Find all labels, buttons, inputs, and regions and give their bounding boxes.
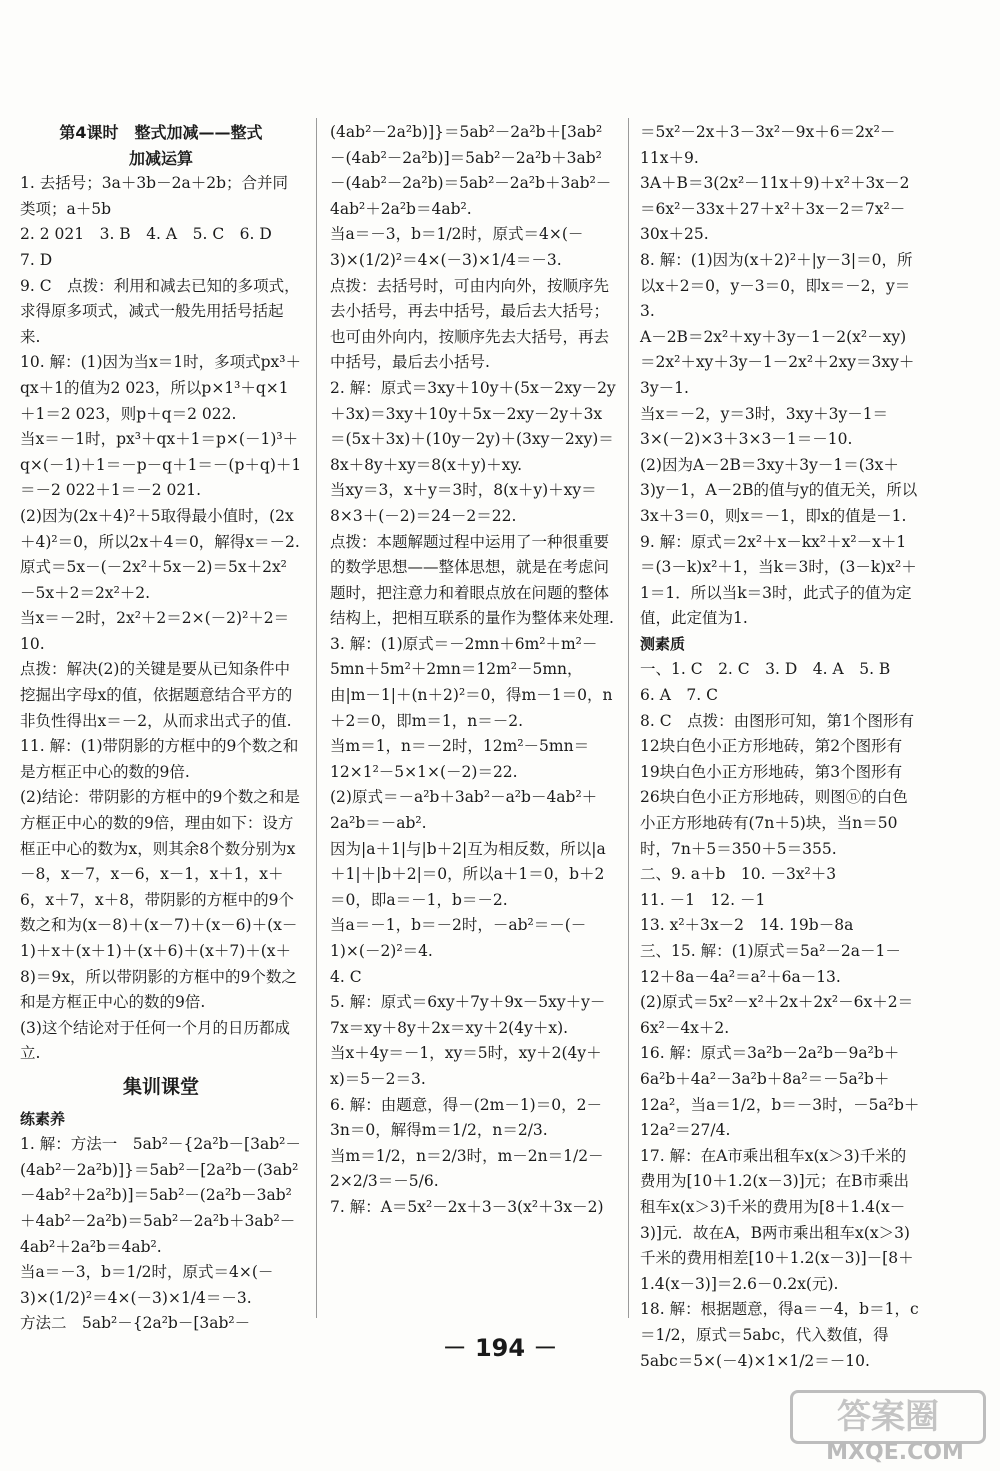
answer-line: (3)这个结论对于任何一个月的日历都成立. [20, 1018, 290, 1063]
answer-line: 2. 2 021 3. B 4. A 5. C 6. D 7. D [20, 225, 288, 269]
column-left [20, 120, 302, 1337]
column-right [640, 120, 920, 1374]
answer-line: 当x＋4y＝－1，xy＝5时，xy＋2(4y＋x)＝5－2＝3. [330, 1044, 602, 1088]
answer-line: (2)原式＝－a²b＋3ab²－a²b－4ab²＋2a²b＝－ab². [330, 788, 598, 833]
answer-line: 三、15. 解：(1)原式＝5a²－2a－1－12＋8a－4a²＝a²＋6a－13. [640, 942, 901, 986]
answer-line: 当xy＝3，x＋y＝3时，8(x＋y)＋xy＝8×3＋(－2)＝24－2＝22. [330, 481, 597, 525]
answer-line: 当m＝1/2，n＝2/3时，m－2n＝1/2－2×2/3＝－5/6. [330, 1146, 604, 1191]
answer-line: 原式＝5x－(－2x²＋5x－2)＝5x＋2x²－5x＋2＝2x²＋2. [20, 558, 287, 602]
answer-line: 当a＝－3，b＝1/2时，原式＝4×(－3)×(1/2)²＝4×(－3)×1/4＝－3. [330, 225, 584, 269]
answer-line: 9. 解：原式＝2x²＋x－kx²＋x²－x＋1＝(3－k)x²＋1，当k＝3时，(3－k)x²＋1＝1．所以当k＝3时，此式子的值为定值，此定值为1. [640, 532, 917, 628]
column-divider [628, 118, 629, 1318]
answer-line: 点拨：去括号时，可由内向外，按顺序先去小括号，再去中括号，最后去大括号；也可由外向内，按顺序先去大括号，再去中括号，最后去小括号. [330, 276, 610, 372]
answer-line: 当a＝－3，b＝1/2时，原式＝4×(－3)×(1/2)²＝4×(－3)×1/4＝－3. [20, 1263, 274, 1307]
answer-line: 1. 解：方法一 5ab²－{2a²b－[3ab²－(4ab²－2a²b)]}＝5ab²－[2a²b－(3ab²－4ab²＋2a²b)]＝5ab²－(2a²b－3ab²＋4ab²－2a²b)＝5ab²－2a²b＋3ab²－4ab²＋2a²b＝4ab². [20, 1135, 301, 1256]
answer-line: 一、1. C 2. C 3. D 4. A 5. B 6. A 7. C [640, 660, 906, 705]
column-middle [330, 120, 616, 1221]
answer-line: 11. 解：(1)带阴影的方框中的9个数之和是方框正中心的数的9倍. [20, 737, 299, 781]
answer-line: (2)因为A－2B＝3xy＋3y－1＝(3x＋3)y－1，A－2B的值与y的值无关，所以3x＋3＝0，则x＝－1，即x的值是－1. [640, 455, 918, 525]
column-divider [316, 118, 317, 1318]
answer-line: 7. 解：A＝5x²－2x＋3－3(x²＋3x－2) [330, 1197, 604, 1216]
answer-line: (4ab²－2a²b)]}＝5ab²－2a²b＋[3ab²－(4ab²－2a²b)]＝5ab²－2a²b＋3ab²－(4ab²－2a²b)＝5ab²－2a²b＋3ab²－4ab²＋2a²b＝4ab². [330, 123, 612, 218]
answer-line: (2)原式＝5x²－x²＋2x＋2x²－6x＋2＝6x²－4x＋2. [640, 993, 914, 1037]
answer-line: 当x＝－1时，px³＋qx＋1＝p×(－1)³＋q×(－1)＋1＝－p－q＋1＝－(p＋q)＋1＝－2 022＋1＝－2 021. [20, 430, 302, 500]
answer-line: 当a＝－1，b＝－2时，－ab²＝－(－1)×(－2)²＝4. [330, 916, 587, 960]
answer-line: 18. 解：根据题意，得a＝－4，b＝1，c＝1/2，原式＝5abc，代入数值，得5abc＝5×(－4)×1×1/2＝－10. [640, 1300, 919, 1370]
answer-line: 方法二 5ab²－{2a²b－[3ab²－ [20, 1314, 251, 1333]
answer-line: 6. 解：由题意，得－(2m－1)＝0，2－3n＝0，解得m＝1/2，n＝2/3. [330, 1095, 602, 1140]
answer-line: 3A＋B＝3(2x²－11x＋9)＋x²＋3x－2＝6x²－33x＋27＋x²＋3x－2＝7x²－30x＋25. [640, 174, 910, 244]
answer-line: 3. 解：(1)原式＝－2mn＋6m²＋m²－5mn＋5m²＋2mn＝12m²－5mn，由|m－1|＋(n＋2)²＝0，得m－1＝0，n＋2＝0，即m＝1，n＝－2. [330, 634, 613, 730]
answer-line: 当m＝1，n＝－2时，12m²－5mn＝12×1²－5×1×(－2)＝22. [330, 737, 590, 781]
watermark-url: MXQE.COM [826, 1440, 964, 1465]
answer-line: (2)因为(2x＋4)²＋5取得最小值时，(2x＋4)²＝0，所以2x＋4＝0，解得x＝－2. [20, 506, 300, 551]
subsection-label: 练素养 [20, 1109, 66, 1128]
page-number: － 194 － [442, 1334, 558, 1362]
answer-line: 8. 解：(1)因为(x＋2)²＋|y－3|＝0，所以x＋2＝0，y－3＝0，即x＝－2，y＝3. [640, 250, 913, 321]
answer-line: ＝5x²－2x＋3－3x²－9x＋6＝2x²－11x＋9. [640, 123, 896, 167]
answer-line: 1. 去括号；3a＋3b－2a＋2b；合并同类项；a＋5b [20, 174, 288, 218]
answer-line: 10. 解：(1)因为当x＝1时，多项式px³＋qx＋1的值为2 023，所以p×1³＋q×1＋1＝2 023，则p＋q＝2 022. [20, 353, 302, 423]
section-heading: 第4课时 整式加减——整式 [59, 123, 263, 142]
answer-line: 13. x²＋3x－2 14. 19b－8a [640, 916, 854, 935]
subsection-label: 测素质 [640, 634, 686, 653]
answer-line: (2)结论：带阴影的方框中的9个数之和是方框正中心的数的9倍，理由如下：设方框正中心的数为x，则其余8个数分别为x－8，x－7，x－6，x－1，x＋1，x＋6，x＋7，x＋8，带阴影的方框中的9个数之和为(x－8)＋(x－7)＋(x－6)＋(x－1)＋x＋(x＋1)＋(x＋6)＋(x＋7)＋(x＋8)＝9x，所以带阴影的方框中的9个数之和是方框正中心的数的9倍. [20, 788, 300, 1012]
answer-line: 当x＝－2时，2x²＋2＝2×(－2)²＋2＝10. [20, 609, 290, 653]
answer-line: 当x＝－2，y＝3时，3xy＋3y－1＝3×(－2)×3＋3×3－1＝－10. [640, 404, 889, 449]
answer-line: 点拨：本题解题过程中运用了一种很重要的数学思想——整体思想，就是在考虑问题时，把注意力和着眼点放在问题的整体结构上，把相互联系的量作为整体来处理. [330, 532, 614, 628]
answer-line: 16. 解：原式＝3a²b－2a²b－9a²b＋6a²b＋4a²－3a²b＋8a²＝－5a²b＋12a²，当a＝1/2，b＝－3时，－5a²b＋12a²＝27/4. [640, 1044, 920, 1140]
answer-line: 9. C 点拨：利用和减去已知的多项式，求得原多项式，减式一般先用括号括起来. [20, 276, 300, 346]
watermark-logo: 答案圈 [790, 1390, 986, 1444]
chapter-heading: 集训课堂 [122, 1075, 199, 1098]
answer-line: 17. 解：在A市乘出租车x(x＞3)千米的费用为[10＋1.2(x－3)]元；在B市乘出租车x(x＞3)千米的费用为[8＋1.4(x－3)]元．故在A，B两市乘出租车x(x＞3)千米的费用相差[10＋1.2(x－3)]－[8＋1.4(x－3)]＝2.6－0.2x(元). [640, 1146, 914, 1293]
answer-line: 2. 解：原式＝3xy＋10y＋(5x－2xy－2y＋3x)＝3xy＋10y＋5x－2xy－2y＋3x＝(5x＋3x)＋(10y－2y)＋(3xy－2xy)＝8x＋8y＋xy＝8(x＋y)＋xy. [330, 378, 616, 474]
section-heading: 加减运算 [128, 148, 193, 168]
answer-line: 点拨：解决(2)的关键是要从已知条件中挖掘出字母x的值，依据题意结合平方的非负性得出x＝－2，从而求出式子的值. [20, 660, 293, 730]
answer-line: 5. 解：原式＝6xy＋7y＋9x－5xy＋y－7x＝xy＋8y＋2x＝xy＋2(4y＋x). [330, 993, 606, 1037]
answer-line: 二、9. a＋b 10. －3x²＋3 [640, 865, 837, 884]
answer-line: A－2B＝2x²＋xy＋3y－1－2(x²－xy)＝2x²＋xy＋3y－1－2x²＋2xy＝3xy＋3y－1. [640, 327, 915, 397]
answer-line: 8. C 点拨：由图形可知，第1个图形有12块白色小正方形地砖，第2个图形有19块白色小正方形地砖，第3个图形有26块白色小正方形地砖，则图ⓝ的白色小正方形地砖有(7n＋5)块，当n＝50时，7n＋5＝350＋5＝355. [640, 711, 914, 858]
answer-line: 4. C [330, 967, 362, 986]
answer-line: 11. －1 12. －1 [640, 890, 766, 909]
answer-line: 因为|a＋1|与|b＋2|互为相反数，所以|a＋1|＋|b＋2|＝0，所以a＋1＝0，b＋2＝0，即a＝－1，b＝－2. [330, 839, 606, 909]
